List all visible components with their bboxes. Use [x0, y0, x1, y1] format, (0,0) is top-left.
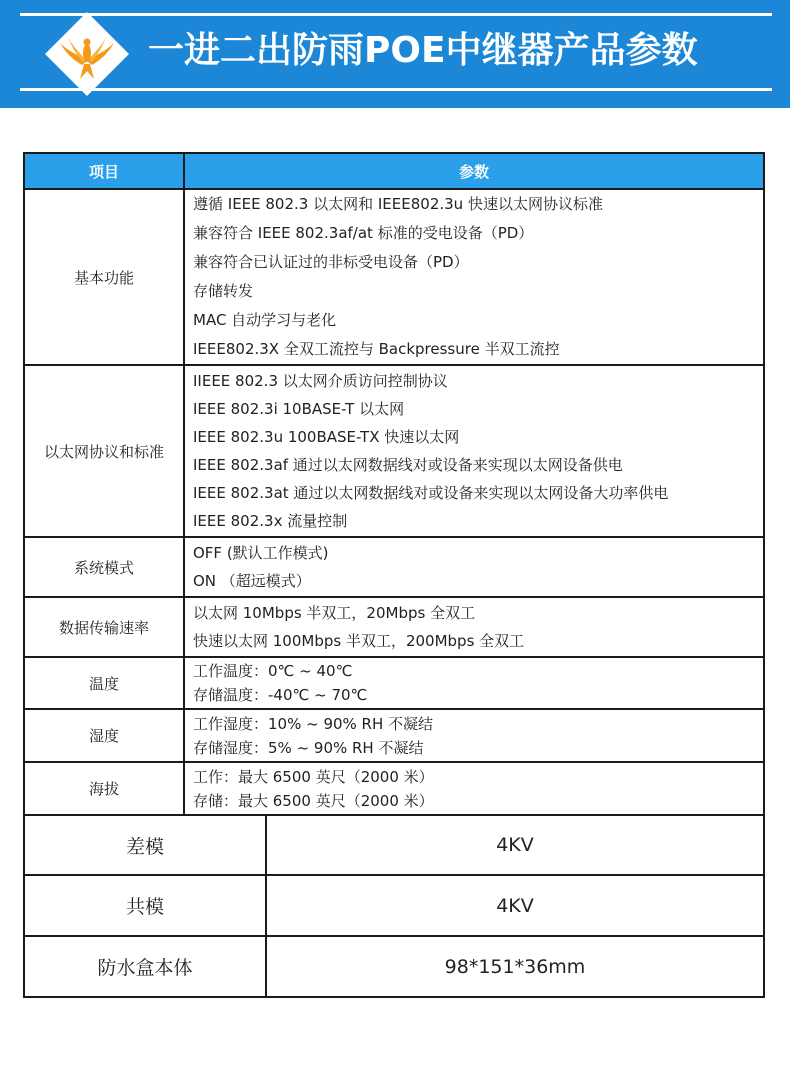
spec-line: 存储温度：-40℃ ~ 70℃: [193, 686, 368, 704]
row-label-temperature: 温度: [24, 657, 184, 709]
table-row: [24, 189, 764, 365]
header-param: 参数: [184, 153, 764, 189]
spec-line: IEEE 802.3x 流量控制: [193, 512, 348, 530]
spec-line: 快速以太网 100Mbps 半双工，200Mbps 全双工: [193, 632, 525, 650]
spec-line: OFF (默认工作模式): [193, 544, 329, 562]
row-label-differential-mode: 差模: [24, 815, 266, 875]
spec-line: 工作温度：0℃ ~ 40℃: [193, 662, 353, 680]
row-value-temperature: [184, 657, 764, 709]
spec-line: 工作：最大 6500 英尺（2000 米）: [193, 767, 434, 786]
extra-spec-table: [23, 814, 765, 998]
row-value-system-mode: [184, 537, 764, 597]
header-item: 项目: [24, 153, 184, 189]
row-label-data-rate: 数据传输速率: [24, 597, 184, 657]
spec-line: 兼容符合已认证过的非标受电设备（PD）: [193, 253, 469, 271]
table-row: [24, 597, 764, 657]
table-row: [24, 709, 764, 762]
title-banner: [0, 0, 790, 108]
row-value-data-rate: [184, 597, 764, 657]
spec-line: IIEEE 802.3 以太网介质访问控制协议: [193, 372, 448, 390]
table-header-row: [24, 153, 764, 189]
spec-line: IEEE 802.3af 通过以太网数据线对或设备来实现以太网设备供电: [193, 456, 623, 474]
page-title: 一进二出防雨POE中继器产品参数: [148, 30, 698, 71]
spec-line: 兼容符合 IEEE 802.3af/at 标准的受电设备（PD）: [193, 224, 534, 242]
row-label-altitude: 海拔: [24, 762, 184, 815]
table-row: [24, 815, 764, 875]
spec-line: IEEE 802.3i 10BASE-T 以太网: [193, 400, 405, 418]
row-value-altitude: [184, 762, 764, 815]
row-value-differential-mode: 4KV: [266, 815, 764, 875]
spec-line: IEEE 802.3u 100BASE-TX 快速以太网: [193, 428, 460, 446]
phoenix-logo-icon: [42, 9, 132, 99]
table-row: [24, 875, 764, 936]
row-label-ethernet-protocol: 以太网协议和标准: [24, 365, 184, 537]
table-row: [24, 657, 764, 709]
row-value-basic-function: [184, 189, 764, 365]
row-value-common-mode: 4KV: [266, 875, 764, 936]
table-row: [24, 537, 764, 597]
spec-line: MAC 自动学习与老化: [193, 311, 337, 329]
spec-line: 以太网 10Mbps 半双工，20Mbps 全双工: [193, 604, 476, 622]
row-label-basic-function: 基本功能: [24, 189, 184, 365]
spec-line: 遵循 IEEE 802.3 以太网和 IEEE802.3u 快速以太网协议标准: [193, 195, 603, 213]
spec-line: 工作湿度：10% ~ 90% RH 不凝结: [193, 714, 434, 733]
spec-line: IEEE802.3X 全双工流控与 Backpressure 半双工流控: [193, 340, 560, 358]
row-value-humidity: [184, 709, 764, 762]
row-label-common-mode: 共模: [24, 875, 266, 936]
spec-line: 存储湿度：5% ~ 90% RH 不凝结: [193, 738, 424, 757]
row-label-enclosure: 防水盒本体: [24, 936, 266, 997]
row-label-system-mode: 系统模式: [24, 537, 184, 597]
table-row: [24, 365, 764, 537]
spec-line: 存储：最大 6500 英尺（2000 米）: [193, 791, 434, 810]
table-row: [24, 762, 764, 815]
spec-table: [23, 152, 765, 816]
row-value-enclosure: 98*151*36mm: [266, 936, 764, 997]
spec-line: IEEE 802.3at 通过以太网数据线对或设备来实现以太网设备大功率供电: [193, 484, 669, 502]
row-label-humidity: 湿度: [24, 709, 184, 762]
table-row: [24, 936, 764, 997]
row-value-ethernet-protocol: [184, 365, 764, 537]
spec-line: 存储转发: [193, 282, 254, 300]
spec-line: ON （超远模式）: [193, 572, 311, 590]
